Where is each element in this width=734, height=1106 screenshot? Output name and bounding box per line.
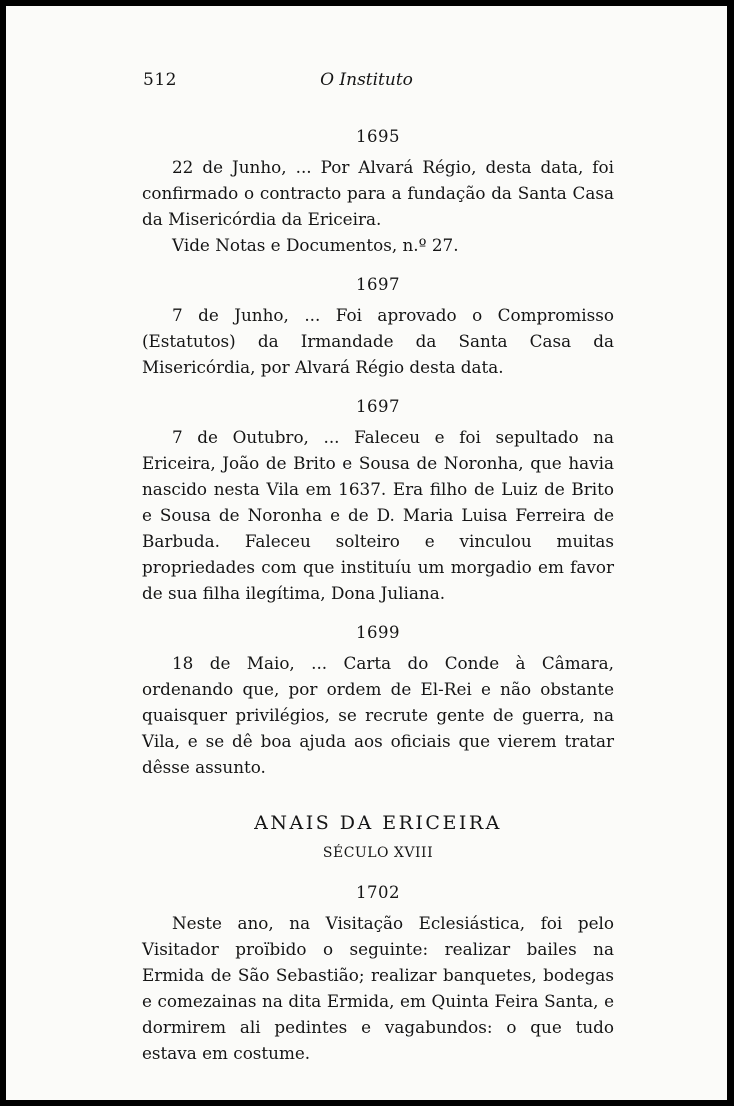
- entry-paragraph: 22 de Junho, ... Por Alvará Régio, desta data, foi confirmado o contracto para a fundação da Santa Casa da Misericórdia da Ericeira.: [142, 157, 614, 229]
- year-entry: [142, 124, 614, 258]
- year-heading: 1702: [356, 883, 400, 902]
- entry-paragraph: 7 de Outubro, ... Faleceu e foi sepultado na Ericeira, João de Brito e Sousa de Noronha, que havia nascido nesta Vila em 1637. Era filho de Luiz de Brito e Sousa de Noronha e de D. Maria Luisa Ferreira de Barbuda. Faleceu solteiro e vinculou muitas propriedades com que instituíu um morgadio em favor de sua filha ilegítima, Dona Juliana.: [142, 427, 614, 603]
- running-head: [6, 70, 727, 92]
- year-entry: [142, 880, 614, 1066]
- page-number: 512: [143, 70, 177, 90]
- running-title: O Instituto: [320, 70, 413, 90]
- entry-paragraph: 7 de Junho, ... Foi aprovado o Compromisso (Estatutos) da Irmandade da Santa Casa da Misericórdia, por Alvará Régio desta data.: [142, 305, 614, 377]
- year-heading: 1697: [356, 397, 400, 416]
- year-heading: 1695: [356, 127, 400, 146]
- entry-note: Vide Notas e Documentos, n.º 27.: [172, 235, 459, 255]
- book-page: [6, 6, 727, 1100]
- year-entry: [142, 620, 614, 780]
- section-subtitle: SÉCULO XVIII: [322, 845, 434, 861]
- year-entry: [142, 394, 614, 606]
- section-title: ANAIS DA ERICEIRA: [254, 812, 502, 834]
- year-entry: [142, 272, 614, 380]
- year-heading: 1699: [356, 623, 400, 642]
- year-heading: 1697: [356, 275, 400, 294]
- entry-paragraph: 18 de Maio, ... Carta do Conde à Câmara, ordenando que, por ordem de El-Rei e não obstante quaisquer privilégios, se recrute gente de guerra, na Vila, e se dê boa ajuda aos oficiais que vierem tratar dêsse assunto.: [142, 653, 614, 777]
- entry-paragraph: Neste ano, na Visitação Eclesiástica, foi pelo Visitador proïbido o seguinte: realizar bailes na Ermida de São Sebastião; realizar banquetes, bodegas e comezainas na dita Ermida, em Quinta Feira Santa, e dormirem ali pedintes e vagabundos: o que tudo estava em costume.: [142, 913, 614, 1063]
- page-content: [142, 124, 614, 1080]
